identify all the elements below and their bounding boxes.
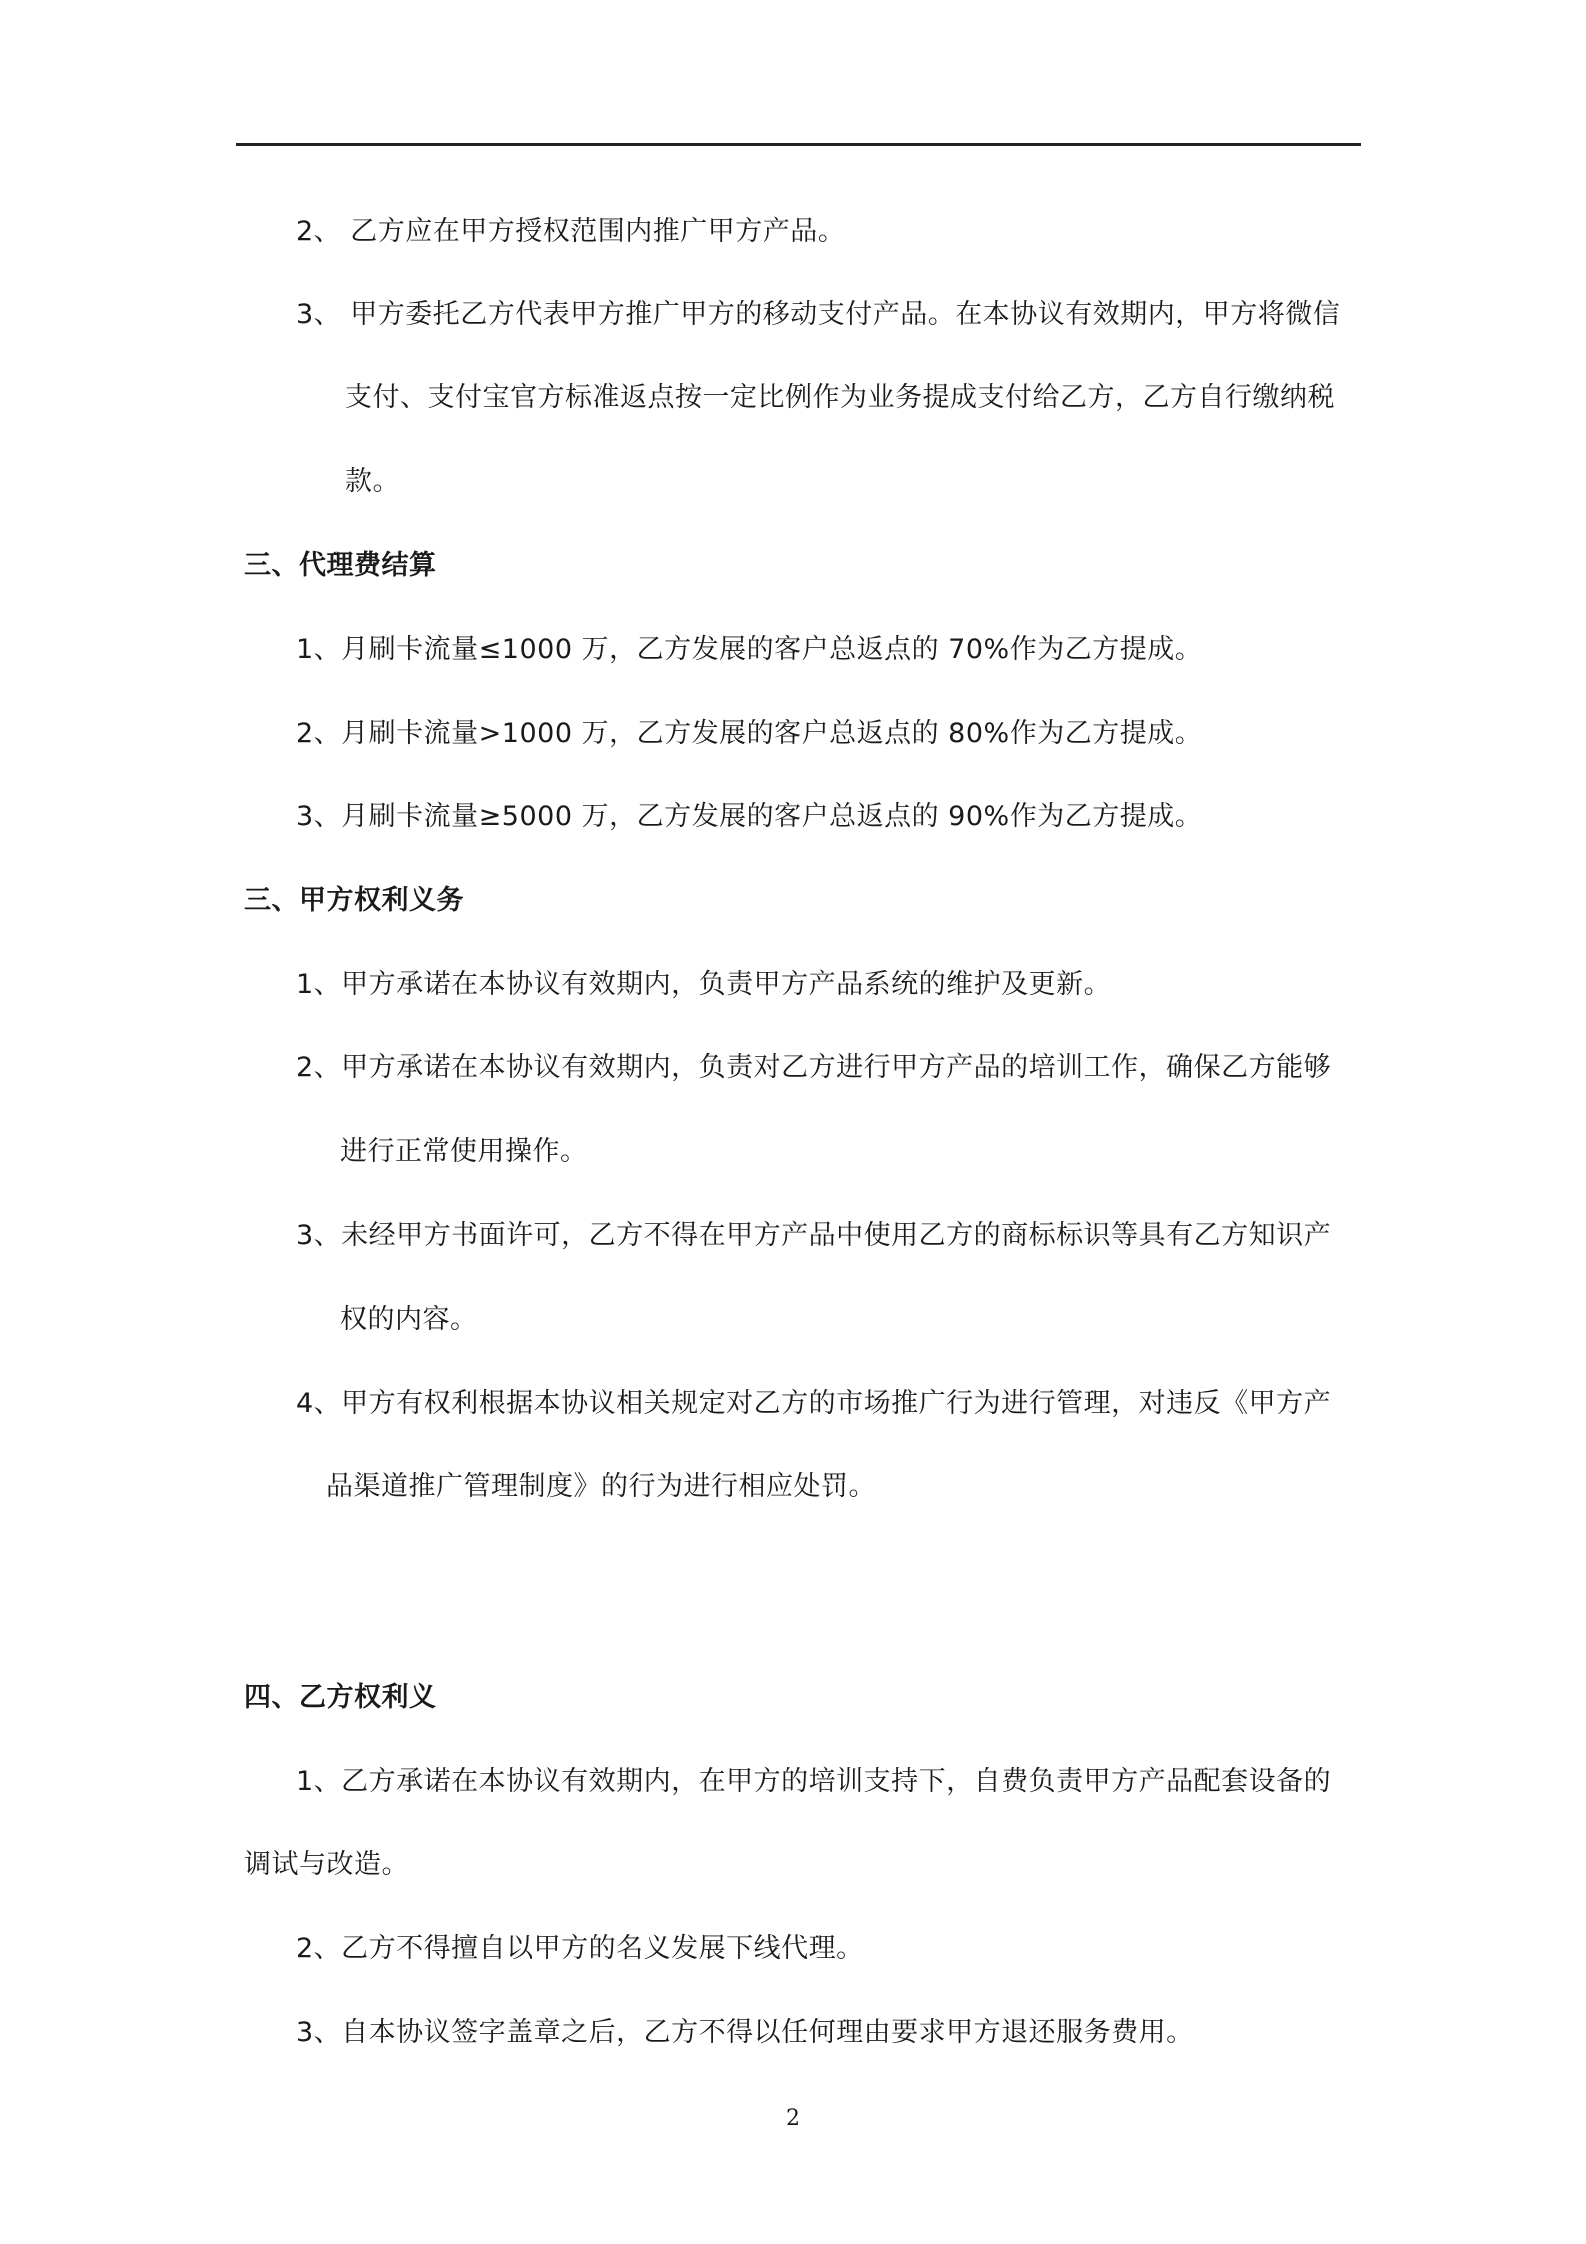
fee-clause-2: 2、月刷卡流量>1000 万，乙方发展的客户总返点的 80%作为乙方提成。 bbox=[296, 718, 1203, 749]
party-a-clause-2-cont: 进行正常使用操作。 bbox=[340, 1136, 588, 1167]
section-heading-party-b: 四、乙方权利义 bbox=[244, 1682, 437, 1713]
clause-2-3: 3、 甲方委托乙方代表甲方推广甲方的移动支付产品。在本协议有效期内，甲方将微信 bbox=[296, 299, 1341, 330]
clause-2-3-cont-2: 款。 bbox=[345, 466, 400, 497]
party-a-clause-3-cont: 权的内容。 bbox=[340, 1304, 478, 1335]
party-a-clause-3: 3、未经甲方书面许可，乙方不得在甲方产品中使用乙方的商标标识等具有乙方知识产 bbox=[296, 1220, 1332, 1251]
clause-2-3-cont-1: 支付、支付宝官方标准返点按一定比例作为业务提成支付给乙方，乙方自行缴纳税 bbox=[345, 382, 1335, 413]
fee-clause-3: 3、月刷卡流量≥5000 万，乙方发展的客户总返点的 90%作为乙方提成。 bbox=[296, 801, 1203, 832]
party-a-clause-4: 4、甲方有权利根据本协议相关规定对乙方的市场推广行为进行管理，对违反《甲方产 bbox=[296, 1388, 1332, 1419]
party-b-clause-2: 2、乙方不得擅自以甲方的名义发展下线代理。 bbox=[296, 1933, 864, 1964]
party-b-clause-3: 3、自本协议签字盖章之后，乙方不得以任何理由要求甲方退还服务费用。 bbox=[296, 2017, 1194, 2048]
party-a-clause-2: 2、甲方承诺在本协议有效期内，负责对乙方进行甲方产品的培训工作，确保乙方能够 bbox=[296, 1052, 1332, 1083]
party-a-clause-4-cont: 品渠道推广管理制度》的行为进行相应处罚。 bbox=[326, 1471, 876, 1502]
party-b-clause-1-cont: 调试与改造。 bbox=[244, 1849, 409, 1880]
section-heading-agency-fee: 三、代理费结算 bbox=[244, 550, 437, 581]
header-rule bbox=[236, 143, 1361, 146]
page-number: 2 bbox=[786, 2106, 800, 2131]
fee-clause-1: 1、月刷卡流量≤1000 万，乙方发展的客户总返点的 70%作为乙方提成。 bbox=[296, 634, 1203, 665]
party-a-clause-1: 1、甲方承诺在本协议有效期内，负责甲方产品系统的维护及更新。 bbox=[296, 969, 1112, 1000]
clause-2-2: 2、 乙方应在甲方授权范围内推广甲方产品。 bbox=[296, 216, 846, 247]
party-b-clause-1: 1、乙方承诺在本协议有效期内，在甲方的培训支持下，自费负责甲方产品配套设备的 bbox=[296, 1766, 1332, 1797]
section-heading-party-a: 三、甲方权利义务 bbox=[244, 885, 464, 916]
